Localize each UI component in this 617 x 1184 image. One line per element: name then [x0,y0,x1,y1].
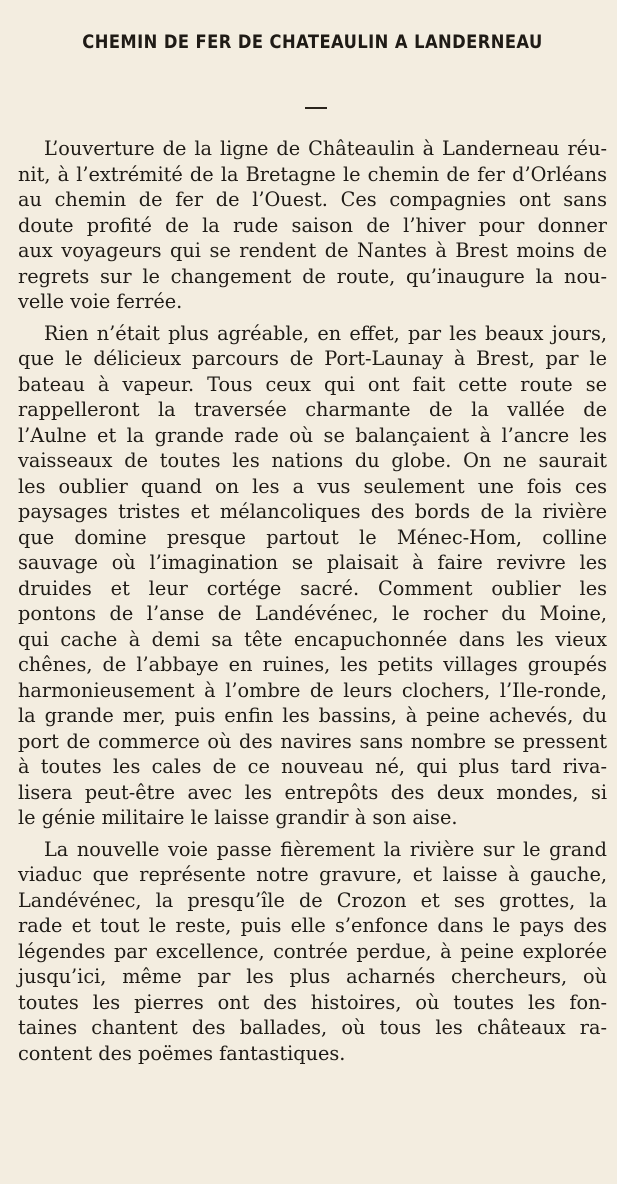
text-line: rappelleront la traversée charmante de la vallée de [18,398,607,421]
text-line: harmonieusement à l’ombre de leurs clochers, l’Ile-ronde, [18,678,607,702]
text-line: que le délicieux parcours de Port-Launay à Brest, par le [18,347,607,370]
text-line: jusqu’ici, même par les plus acharnés chercheurs, où [18,965,607,988]
text-line: velle voie ferrée. [18,290,183,313]
text-line: doute profité de la rude saison de l’hiver pour donner [18,213,607,237]
text-line: bateau à vapeur. Tous ceux qui ont fait cette route se [18,372,607,396]
text-line: à toutes les cales de ce nouveau né, qui plus tard riva- [18,755,607,778]
text-line: qui cache à demi sa tête encapuchonnée dans les vieux [18,627,607,651]
text-line: content des poëmes fantastiques. [18,1041,346,1065]
text-line: vaisseaux de toutes les nations du globe. On ne saurait [18,449,607,472]
text-line: viaduc que représente notre gravure, et laisse à gauche, [18,863,607,886]
text-line: rade et tout le reste, puis elle s’enfonce dans le pays des [18,914,607,937]
paragraph-2 [18,321,607,831]
text-line: paysages tristes et mélancoliques des bords de la rivière [18,500,607,523]
title-divider [305,107,327,109]
text-line: chênes, de l’abbaye en ruines, les petits villages groupés [18,653,607,676]
text-line: les oublier quand on les a vus seulement une fois ces [18,474,607,498]
text-line: nit, à l’extrémité de la Bretagne le chemin de fer d’Orléans [18,162,607,186]
text-line: port de commerce où des navires sans nombre se pressent [18,729,607,753]
text-line: druides et leur cortége sacré. Comment oublier les [18,576,607,600]
text-line: que domine presque partout le Ménec-Hom, colline [18,525,607,549]
text-line: taines chantent des ballades, où tous les châteaux ra- [18,1016,607,1039]
text-line: au chemin de fer de l’Ouest. Ces compagnies ont sans [18,188,607,211]
text-line: aux voyageurs qui se rendent de Nantes à Brest moins de [18,239,607,262]
text-line: légendes par excellence, contrée perdue, à peine explorée [18,939,607,963]
text-line: le génie militaire le laisse grandir à son aise. [18,806,458,829]
text-line: la grande mer, puis enfin les bassins, à peine achevés, du [18,704,607,727]
text-line: La nouvelle voie passe fièrement la rivière sur le grand [44,837,607,861]
paragraph-3 [18,837,607,1067]
text-line: L’ouverture de la ligne de Châteaulin à Landerneau réu- [44,137,607,160]
text-line: l’Aulne et la grande rade où se balançaient à l’ancre les [18,423,607,447]
text-line: lisera peut-être avec les entrepôts des deux mondes, si [18,780,607,804]
article-body [18,136,607,1066]
text-line: pontons de l’anse de Landévénec, le rocher du Moine, [18,602,607,625]
text-line: sauvage où l’imagination se plaisait à faire revivre les [18,551,607,574]
text-line: toutes les pierres ont des histoires, où toutes les fon- [18,990,607,1014]
text-line: Rien n’était plus agréable, en effet, par les beaux jours, [44,321,607,345]
paragraph-1 [18,136,607,315]
article-title: CHEMIN DE FER DE CHATEAULIN A LANDERNEAU [82,31,543,53]
text-line: regrets sur le changement de route, qu’inaugure la nou- [18,264,607,288]
text-line: Landévénec, la presqu’île de Crozon et ses grottes, la [18,888,607,912]
